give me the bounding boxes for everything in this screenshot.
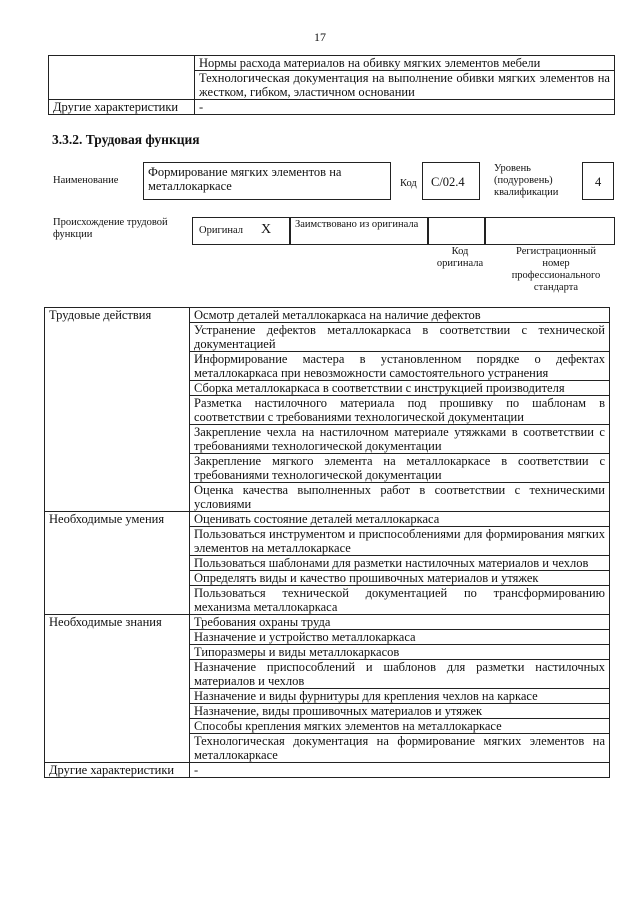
borrowed-cell: Заимствовано из оригинала [290,217,428,245]
function-name: Формирование мягких элементов на металлокаркасе [143,162,391,200]
page-number: 17 [314,30,326,44]
group-item: Способы крепления мягких элементов на металлокаркасе [190,719,610,734]
group-item: Устранение дефектов металлокаркаса в соответствии с технической документацией [190,323,610,352]
top-table-row: Технологическая документация на выполнение обивки мягких элементов на жестком, гибком, эластичном основании [195,71,615,100]
group-item: Оценивать состояние деталей металлокаркаса [190,512,610,527]
group-item: Технологическая документация на формирование мягких элементов на металлокаркасе [190,734,610,763]
group-item: - [190,763,610,778]
original-label: Оригинал [199,225,243,236]
group-item: Назначение и устройство металлокаркаса [190,630,610,645]
group-label: Необходимые умения [45,512,190,615]
group-item: Разметка настилочного материала под прошивку по шаблонам в соответствии с требованиями технологической документации [190,396,610,425]
group-item: Назначение приспособлений и шаблонов для разметки настилочных материалов и чехлов [190,660,610,689]
group-item: Закрепление мягкого элемента на металлокаркасе в соответствии с требованиями технологической документации [190,454,610,483]
name-label: Наименование [53,175,119,186]
main-table [44,307,610,778]
top-table-empty-cell [49,56,195,100]
table-row [45,308,610,323]
group-label: Необходимые знания [45,615,190,763]
group-item: Пользоваться шаблонами для разметки настилочных материалов и чехлов [190,556,610,571]
code-original-cell [428,217,485,245]
group-item: Пользоваться инструментом и приспособлениями для формирования мягких элементов на металлокаркасе [190,527,610,556]
top-table [48,55,615,115]
original-cell [192,217,290,245]
code-value: C/02.4 [422,162,480,200]
group-item: Закрепление чехла на настилочном материале утяжками в соответствии с требованиями технологической документации [190,425,610,454]
group-label: Трудовые действия [45,308,190,512]
group-item: Назначение, виды прошивочных материалов и утяжек [190,704,610,719]
group-label: Другие характеристики [45,763,190,778]
top-table-other-value: - [195,100,615,115]
group-item: Осмотр деталей металлокаркаса на наличие дефектов [190,308,610,323]
table-row [45,615,610,630]
group-item: Назначение и виды фурнитуры для крепления чехлов на каркасе [190,689,610,704]
top-table-other-label: Другие характеристики [49,100,195,115]
reg-number-caption: Регистрационный номер профессионального стандарта [511,246,601,293]
original-mark: X [261,222,272,237]
group-item: Оценка качества выполненных работ в соответствии с техническими условиями [190,483,610,512]
table-row [45,763,610,778]
table-row [45,512,610,527]
group-item: Требования охраны труда [190,615,610,630]
level-value: 4 [582,162,614,200]
origin-label: Происхождение трудовой функции [53,217,168,240]
top-table-row: Нормы расхода материалов на обивку мягких элементов мебели [195,56,615,71]
group-item: Информирование мастера в установленном порядке о дефектах металлокаркаса при невозможности самостоятельного устранения [190,352,610,381]
group-item: Типоразмеры и виды металлокаркасов [190,645,610,660]
code-original-caption: Код оригинала [436,246,484,269]
group-item: Сборка металлокаркаса в соответствии с инструкцией производителя [190,381,610,396]
section-title: 3.3.2. Трудовая функция [52,132,200,147]
level-label: Уровень (подуровень) квалификации [494,163,559,198]
group-item: Пользоваться технической документацией по трансформированию механизма металлокаркаса [190,586,610,615]
reg-number-cell [485,217,615,245]
code-label: Код [400,178,417,189]
group-item: Определять виды и качество прошивочных материалов и утяжек [190,571,610,586]
